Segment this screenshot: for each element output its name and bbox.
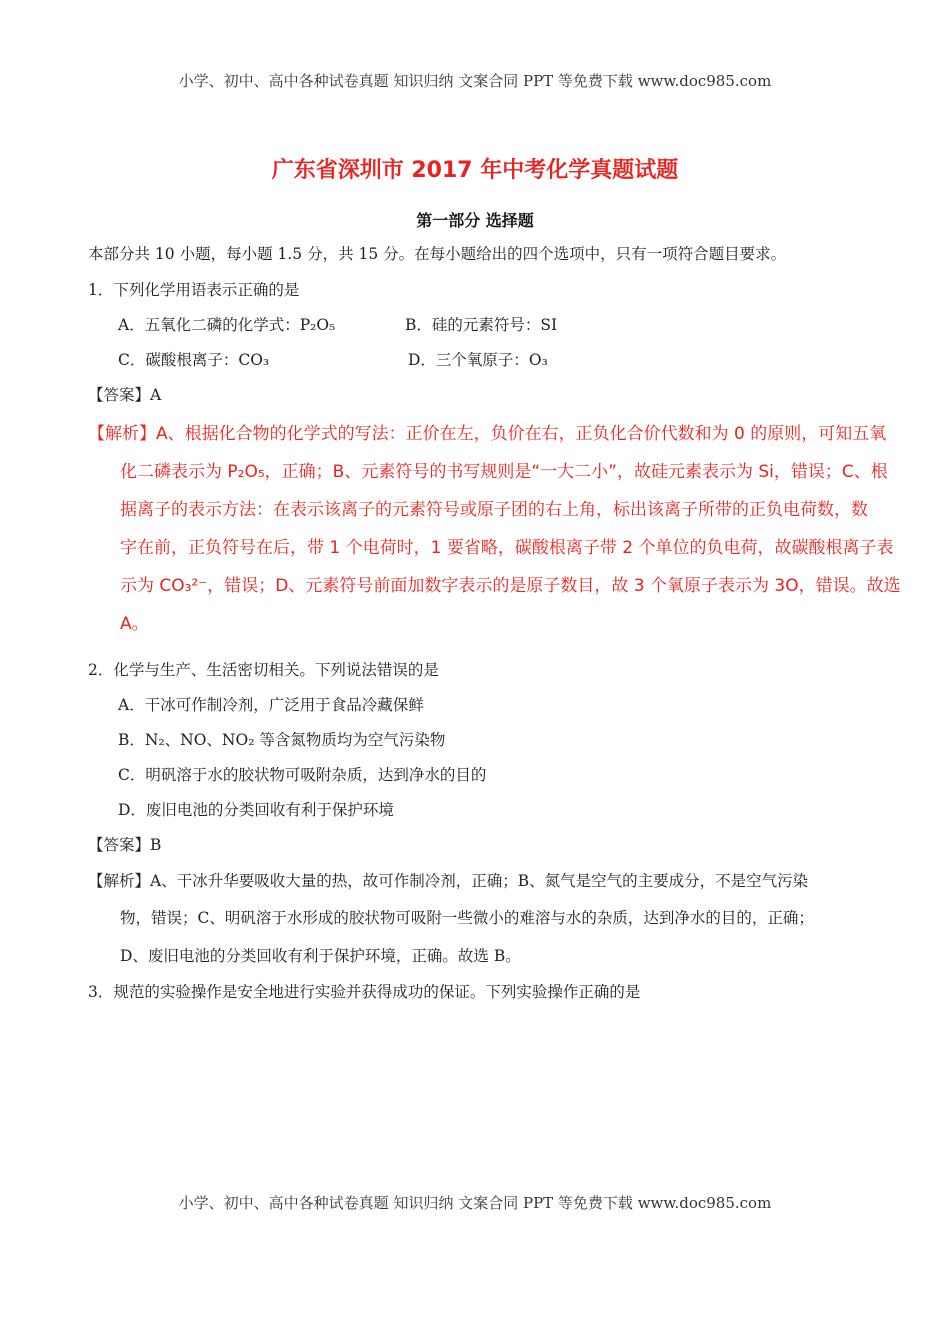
q2-option-d: D．废旧电池的分类回收有利于保护环境 [118, 801, 394, 819]
q1-option-c: C．碳酸根离子：CO₃ [118, 351, 270, 369]
page-title: 广东省深圳市 2017 年中考化学真题试题 [271, 158, 679, 183]
page-footer-text: 小学、初中、高中各种试卷真题 知识归纳 文案合同 PPT 等免费下载 www.doc985.com [178, 1194, 772, 1212]
q1-explanation-line-2: 化二磷表示为 P₂O₅，正确；B、元素符号的书写规则是“一大二小”，故硅元素表示为 Si，错误；C、根 [120, 462, 888, 482]
q1-stem: 1．下列化学用语表示正确的是 [88, 281, 300, 299]
section-title: 第一部分 选择题 [416, 211, 534, 230]
q1-explanation-line-3: 据离子的表示方法：在表示该离子的元素符号或原子团的右上角，标出该离子所带的正负电荷数，数 [120, 500, 868, 520]
q2-answer: 【答案】B [88, 836, 162, 854]
q1-explanation-line-1: 【解析】A、根据化合物的化学式的写法：正价在左，负价在右，正负化合价代数和为 0 的原则，可知五氧 [88, 424, 887, 444]
page-header-text: 小学、初中、高中各种试卷真题 知识归纳 文案合同 PPT 等免费下载 www.doc985.com [178, 72, 772, 90]
q2-option-b: B．N₂、NO、NO₂ 等含氮物质均为空气污染物 [118, 731, 446, 749]
q2-stem: 2．化学与生产、生活密切相关。下列说法错误的是 [88, 661, 439, 679]
q1-explanation-line-4: 字在前，正负符号在后，带 1 个电荷时，1 要省略，碳酸根离子带 2 个单位的负电荷，故碳酸根离子表 [120, 538, 894, 558]
q2-explanation-line-3: D、废旧电池的分类回收有利于保护环境，正确。故选 B。 [120, 947, 521, 965]
q1-option-b: B．硅的元素符号：SI [405, 316, 558, 334]
q2-option-a: A．干冰可作制冷剂，广泛用于食品冷藏保鲜 [118, 696, 424, 714]
q1-answer: 【答案】A [88, 386, 162, 404]
q1-option-a: A．五氧化二磷的化学式：P₂O₅ [118, 316, 336, 334]
q2-option-c: C．明矾溶于水的胶状物可吸附杂质，达到净水的目的 [118, 766, 487, 784]
q2-explanation-line-2: 物，错误；C、明矾溶于水形成的胶状物可吸附一些微小的难溶与水的杂质，达到净水的目的，正确； [120, 909, 814, 927]
q1-explanation-line-5: 示为 CO₃²⁻，错误；D、元素符号前面加数字表示的是原子数目，故 3 个氧原子表示为 3O，错误。故选 [120, 576, 901, 596]
q1-explanation-line-6: A。 [120, 614, 149, 634]
q1-option-d: D．三个氧原子：O₃ [408, 351, 548, 369]
q3-stem: 3．规范的实验操作是安全地进行实验并获得成功的保证。下列实验操作正确的是 [88, 983, 641, 1001]
section-intro: 本部分共 10 小题，每小题 1.5 分，共 15 分。在每小题给出的四个选项中，只有一项符合题目要求。 [88, 245, 787, 263]
q2-explanation-line-1: 【解析】A、干冰升华要吸收大量的热，故可作制冷剂，正确；B、氮气是空气的主要成分，不是空气污染 [88, 872, 809, 890]
